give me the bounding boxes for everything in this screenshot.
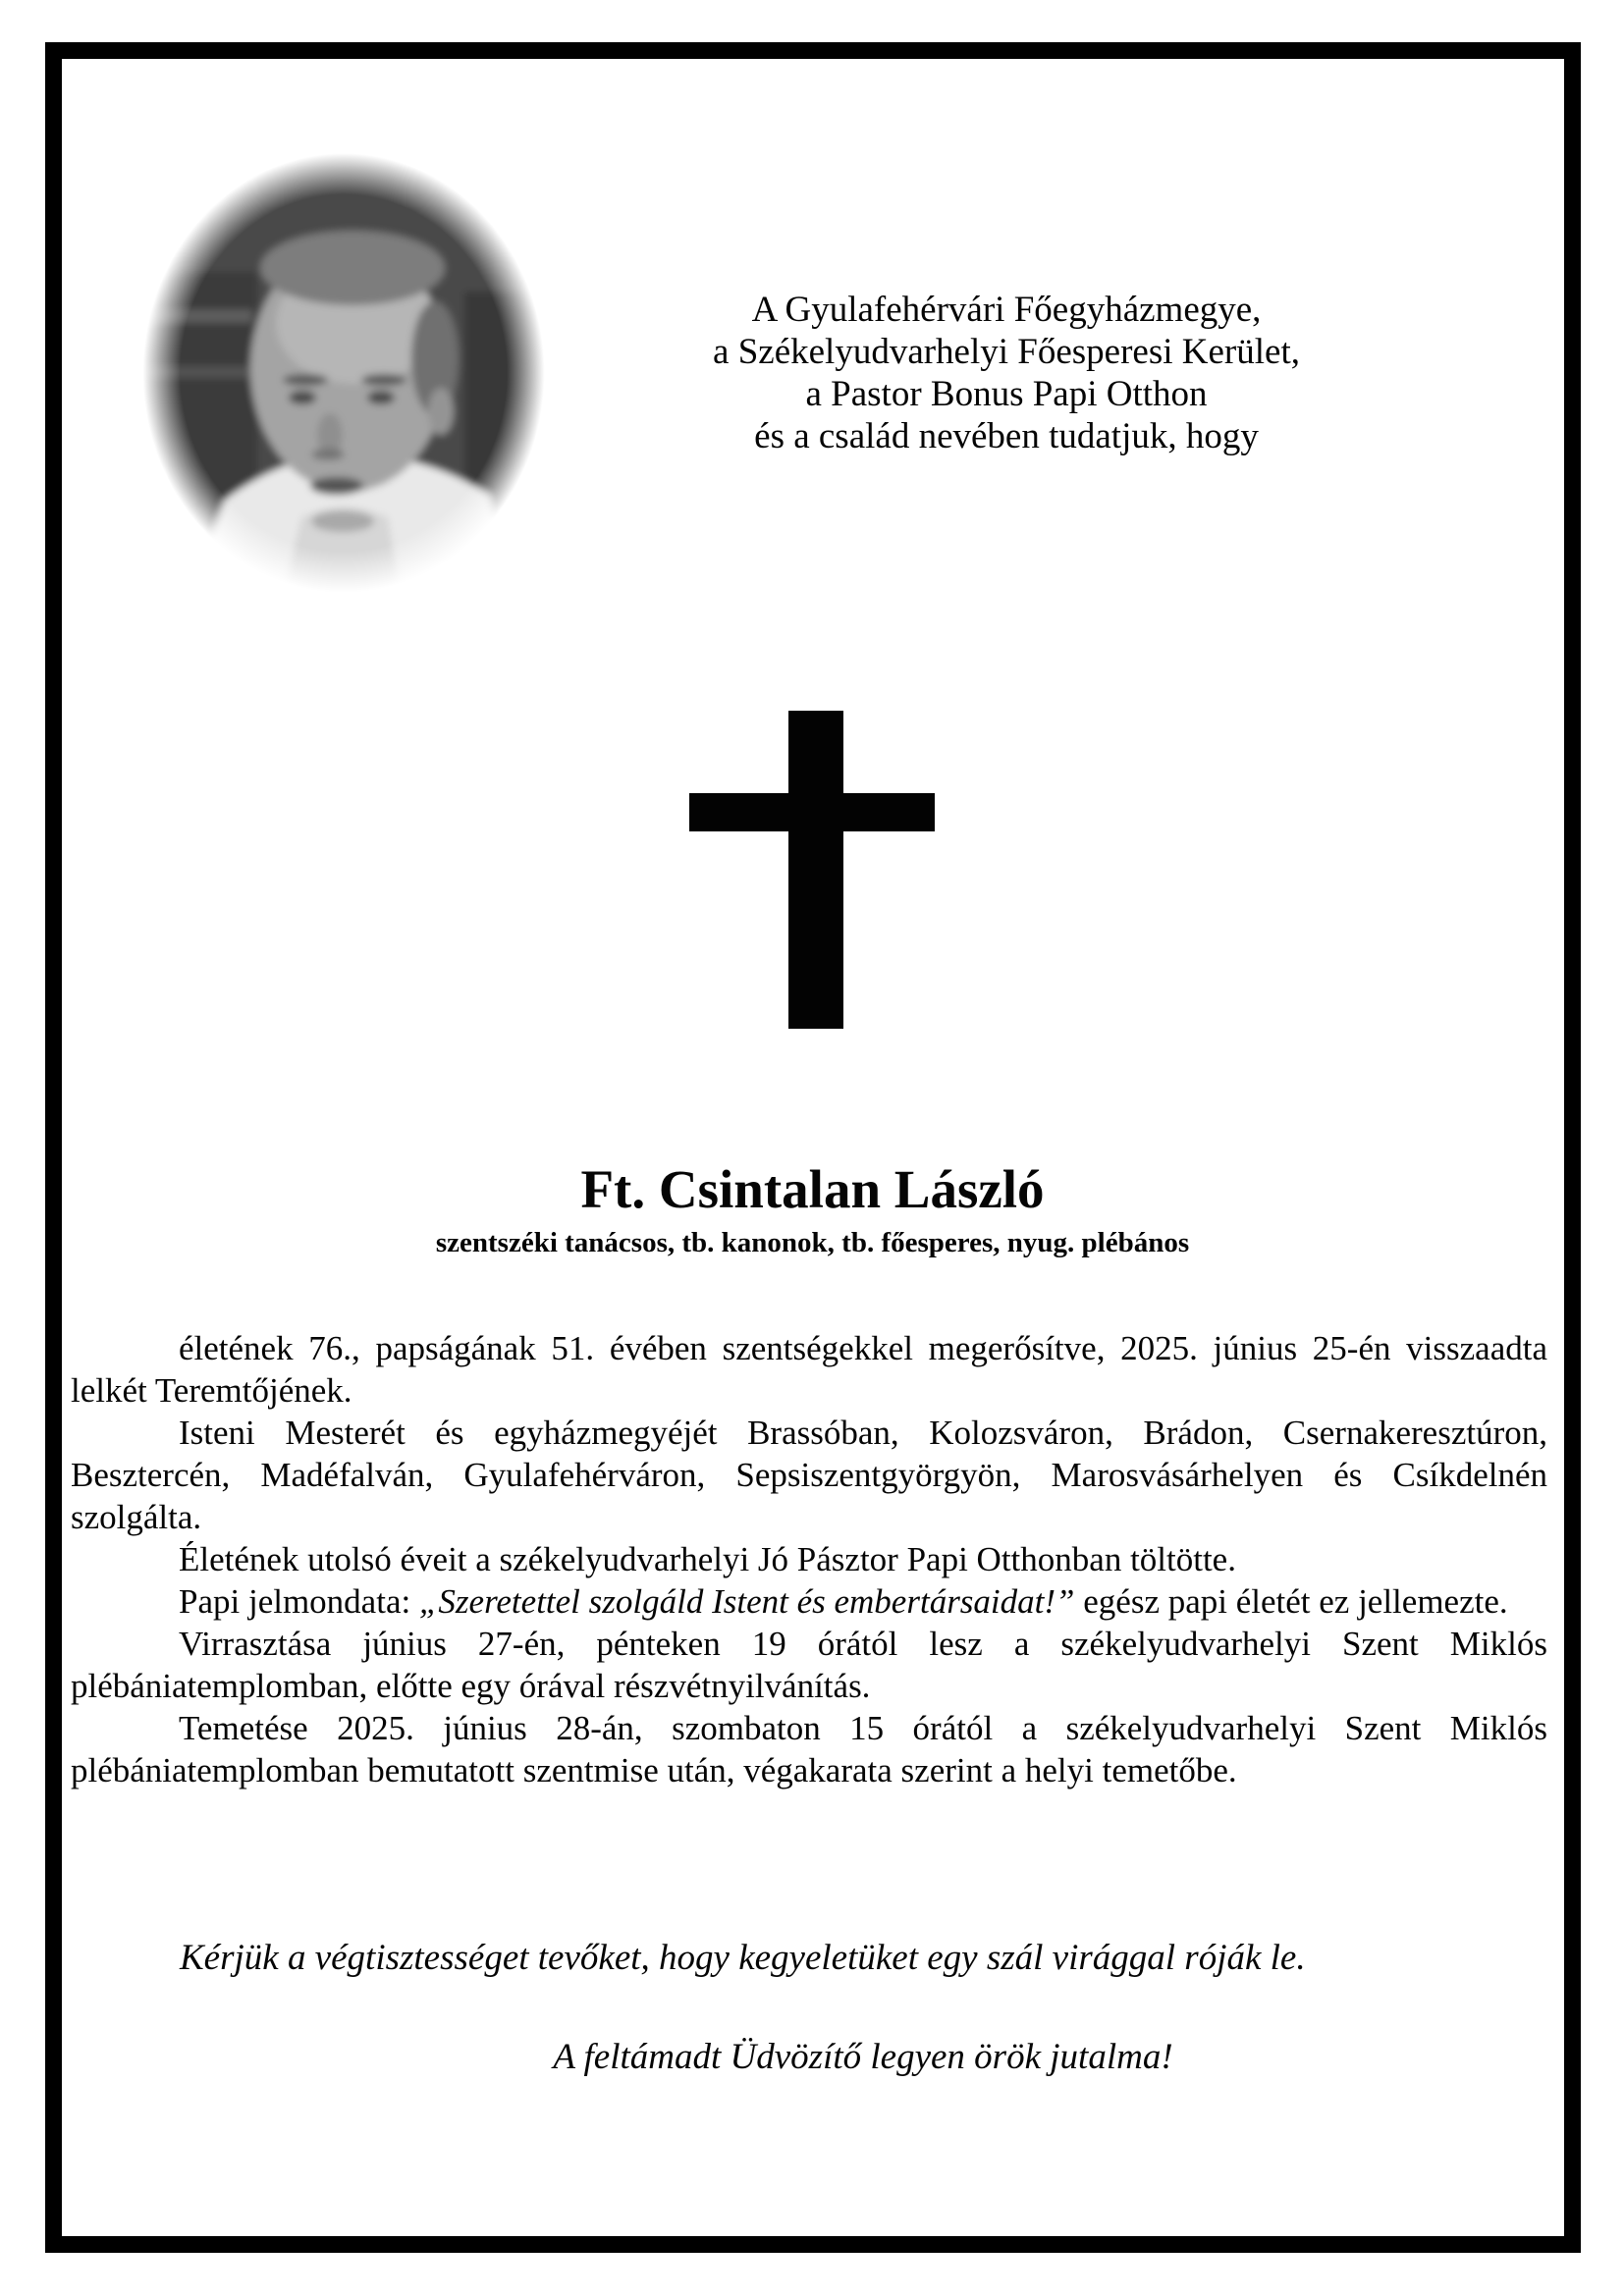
announcement-header: [452, 289, 1561, 457]
motto-prefix: Papi jelmondata:: [179, 1582, 419, 1621]
cross-horizontal-bar: [689, 793, 935, 831]
header-line: A Gyulafehérvári Főegyházmegye,: [751, 290, 1262, 330]
deceased-titles: szentszéki tanácsos, tb. kanonok, tb. főesperes, nyug. plébános: [435, 1227, 1190, 1258]
header-line: a Pastor Bonus Papi Otthon: [805, 374, 1208, 414]
motto-quote: „Szeretettel szolgáld Istent és embertársaidat!”: [418, 1582, 1084, 1621]
cross-vertical-bar: [788, 711, 843, 1029]
obituary-paragraph-service-places: Isteni Mesterét és egyházmegyéjét Brassóban, Kolozsváron, Brádon, Csernakeresztúron, Besztercén, Madéfalván, Gyulafehérváron, Sepsiszentgyörgyön, Marosvásárhelyen és Csíkdelnén szolgálta.: [71, 1414, 1547, 1536]
header-line: a Székelyudvarhelyi Főesperesi Kerület,: [713, 332, 1300, 372]
motto-suffix: egész papi életét ez jellemezte.: [1083, 1582, 1508, 1621]
obituary-paragraph-vigil: Virrasztása június 27-én, pénteken 19 órától lesz a székelyudvarhelyi Szent Miklós plébániatemplomban, előtte egy órával részvétnyilvánítás.: [71, 1625, 1547, 1705]
header-line: és a család nevében tudatjuk, hogy: [754, 416, 1259, 456]
obituary-paragraph-last-years: Életének utolsó éveit a székelyudvarhelyi Jó Pásztor Papi Otthonban töltötte.: [179, 1540, 1236, 1578]
closing-farewell-blessing: A feltámadt Üdvözítő legyen örök jutalma!: [553, 2037, 1173, 2077]
deceased-name: Ft. Csintalan László: [580, 1159, 1045, 1219]
obituary-paragraph-motto: [71, 1580, 1547, 1623]
obituary-paragraph-death: életének 76., papságának 51. évében szentségekkel megerősítve, 2025. június 25-én visszaadta lelkét Teremtőjének.: [71, 1329, 1547, 1410]
closing-flower-request: Kérjük a végtisztességet tevőket, hogy kegyeletüket egy szál virággal róják le.: [180, 1938, 1306, 1978]
obituary-body: [71, 1327, 1547, 1791]
obituary-paragraph-funeral: Temetése 2025. június 28-án, szombaton 15 órától a székelyudvarhelyi Szent Miklós plébániatemplomban bemutatott szentmise után, végakarata szerint a helyi temetőbe.: [71, 1709, 1547, 1789]
